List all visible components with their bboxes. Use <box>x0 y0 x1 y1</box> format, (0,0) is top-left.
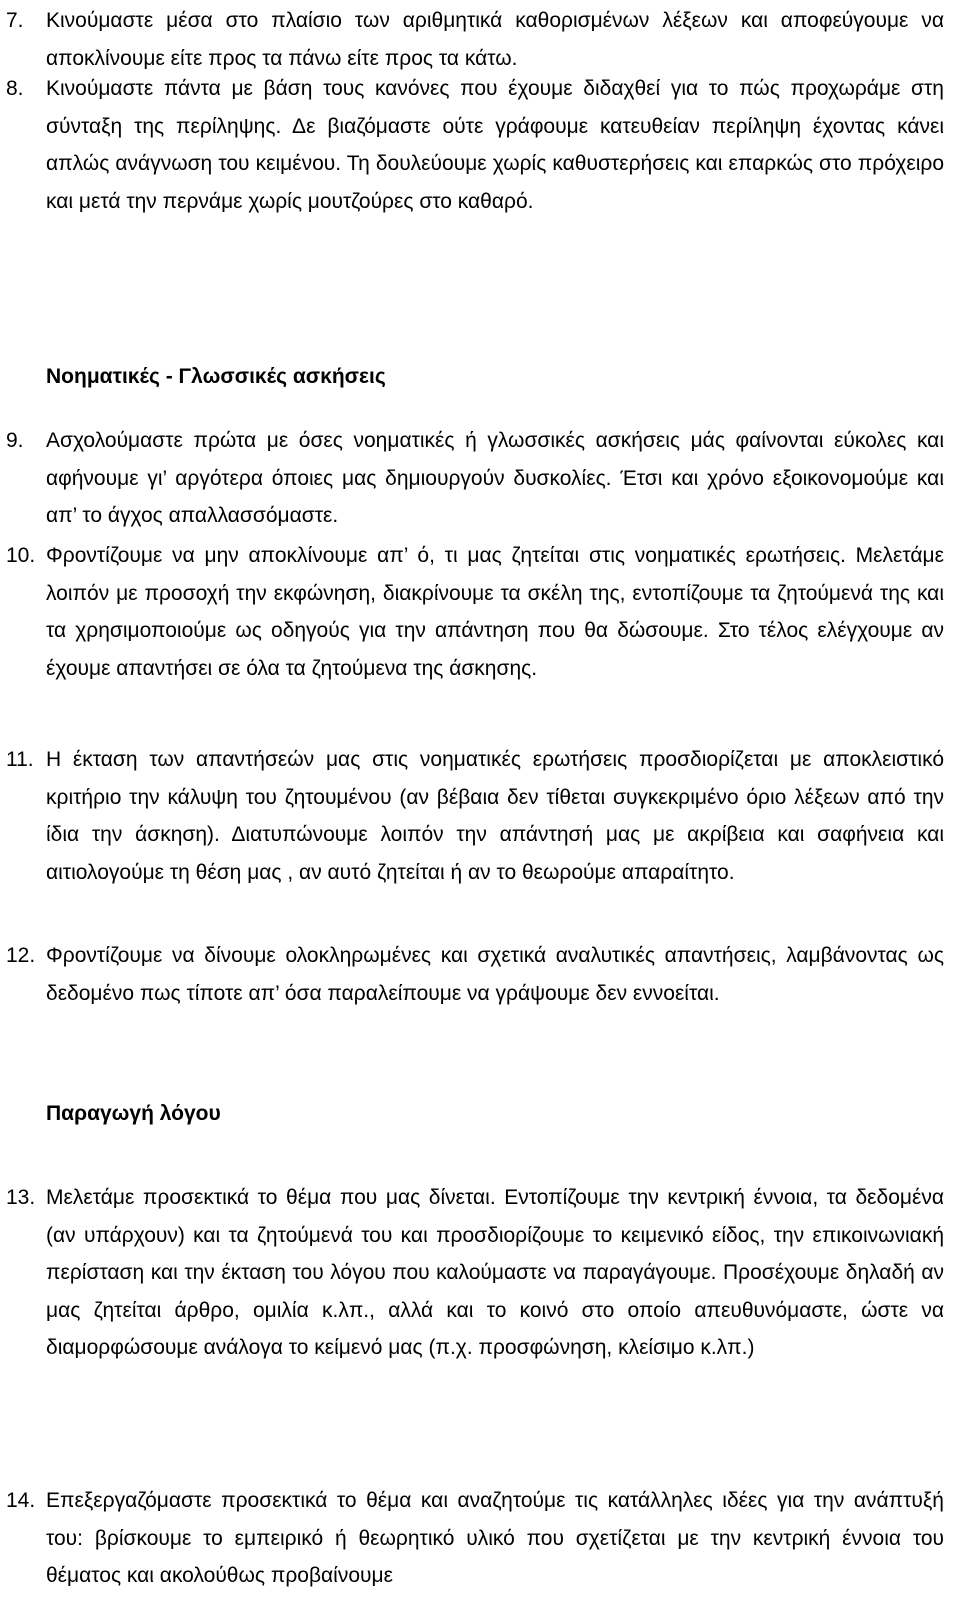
item-number: 10. <box>6 544 36 567</box>
list-item <box>6 1179 944 1367</box>
item-text: Κινούμαστε μέσα στο πλαίσιο των αριθμητικά καθορισμένων λέξεων και αποφεύγουμε να αποκλίνουμε είτε προς τα πάνω είτε προς τα κάτω. <box>46 9 944 70</box>
item-text: Επεξεργαζόμαστε προσεκτικά το θέμα και αναζητούμε τις κατάλληλες ιδέες για την ανάπτυξή του: βρίσκουμε το εμπειρικό ή θεωρητικό υλικό που σχετίζεται με την κεντρική έννοια του θέματος και ακολούθως προβαίνουμε <box>46 1489 944 1588</box>
item-number: 12. <box>6 944 36 967</box>
list-item <box>6 2 944 77</box>
item-text: Μελετάμε προσεκτικά το θέμα που μας δίνεται. Εντοπίζουμε την κεντρική έννοια, τα δεδομένα (αν υπάρχουν) και τα ζητούμενά του και προσδιορίζουμε το κειμενικό είδος, την επικοινωνιακή περίσταση και την έκταση του λόγου που καλούμαστε να παραγάγουμε. Προσέχουμε δηλαδή αν μας ζητείται άρθρο, ομιλία κ.λπ., αλλά και το κοινό στο οποίο απευθυνόμαστε, ώστε να διαμορφώσουμε ανάλογα το κείμενό μας (π.χ. προσφώνηση, κλείσιμο κ.λπ.) <box>46 1186 944 1360</box>
list-item <box>6 70 944 220</box>
item-number: 14. <box>6 1489 36 1512</box>
list-item <box>6 1482 944 1595</box>
item-number: 7. <box>6 9 24 32</box>
item-text: Ασχολούμαστε πρώτα με όσες νοηματικές ή γλωσσικές ασκήσεις μάς φαίνονται εύκολες και αφήνουμε γι’ αργότερα όποιες μας δημιουργούν δυσκολίες. Έτσι και χρόνο εξοικονομούμε και απ’ το άγχος απαλλασσόμαστε. <box>46 429 944 528</box>
item-text: Η έκταση των απαντήσεών μας στις νοηματικές ερωτήσεις προσδιορίζεται με αποκλειστικό κριτήριο την κάλυψη του ζητουμένου (αν βέβαια δεν τίθεται συγκεκριμένο όριο λέξεων από την ίδια την άσκηση). Διατυπώνουμε λοιπόν την απάντησή μας με ακρίβεια και σαφήνεια και αιτιολογούμε τη θέση μας , αν αυτό ζητείται ή αν το θεωρούμε απαραίτητο. <box>46 748 944 884</box>
list-item <box>6 537 944 687</box>
item-number: 11. <box>6 748 34 771</box>
list-item <box>6 937 944 1012</box>
section-heading: Νοηματικές - Γλωσσικές ασκήσεις <box>46 365 386 388</box>
item-number: 8. <box>6 77 24 100</box>
list-item <box>6 741 944 891</box>
item-number: 9. <box>6 429 24 452</box>
list-item <box>6 422 944 535</box>
item-text: Φροντίζουμε να μην αποκλίνουμε απ’ ό, τι μας ζητείται στις νοηματικές ερωτήσεις. Μελετάμε λοιπόν με προσοχή την εκφώνηση, διακρίνουμε τα σκέλη της, εντοπίζουμε τα ζητούμενά της και τα χρησιμοποιούμε ως οδηγούς για την απάντηση που θα δώσουμε. Στο τέλος ελέγχουμε αν έχουμε απαντήσει σε όλα τα ζητούμενα της άσκησης. <box>46 544 944 680</box>
section-heading: Παραγωγή λόγου <box>46 1102 221 1125</box>
item-text: Φροντίζουμε να δίνουμε ολοκληρωμένες και σχετικά αναλυτικές απαντήσεις, λαμβάνοντας ως δεδομένο πως τίποτε απ’ όσα παραλείπουμε να γράψουμε δεν εννοείται. <box>46 944 944 1005</box>
item-text: Κινούμαστε πάντα με βάση τους κανόνες που έχουμε διδαχθεί για το πώς προχωράμε στη σύνταξη της περίληψης. Δε βιαζόμαστε ούτε γράφουμε κατευθείαν περίληψη έχοντας κάνει απλώς ανάγνωση του κειμένου. Τη δουλεύουμε χωρίς καθυστερήσεις και επαρκώς στο πρόχειρο και μετά την περνάμε χωρίς μουτζούρες στο καθαρό. <box>46 77 944 213</box>
item-number: 13. <box>6 1186 36 1209</box>
